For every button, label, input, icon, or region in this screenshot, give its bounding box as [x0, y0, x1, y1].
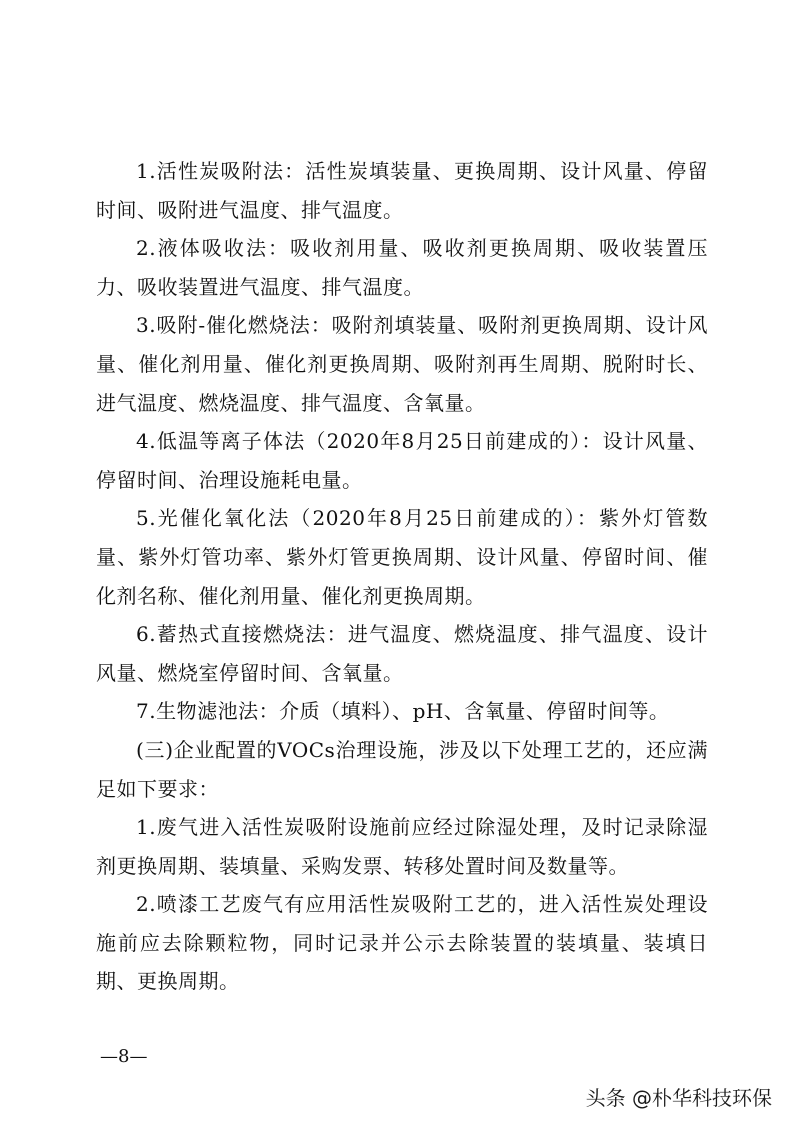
paragraph-requirement-dehumidification: 1.废气进入活性炭吸附设施前应经过除湿处理，及时记录除湿剂更换周期、装填量、采购发票、转移处置时间及数量等。	[96, 815, 708, 878]
paragraph-requirement-spray-painting: 2.喷漆工艺废气有应用活性炭吸附工艺的，进入活性炭处理设施前应去除颗粒物，同时记录并公示去除装置的装填量、装填日期、更换周期。	[96, 892, 708, 994]
paragraph-liquid-absorption: 2.液体吸收法：吸收剂用量、吸收剂更换周期、吸收装置压力、吸收装置进气温度、排气温度。	[96, 236, 708, 299]
page-number: —8—	[100, 1046, 148, 1067]
paragraph-regenerative-combustion: 6.蓄热式直接燃烧法：进气温度、燃烧温度、排气温度、设计风量、燃烧室停留时间、含氧量。	[96, 622, 708, 685]
watermark: 头条 @朴华科技环保	[585, 1086, 772, 1110]
document-body	[96, 152, 708, 1001]
paragraph-activated-carbon: 1.活性炭吸附法：活性炭填装量、更换周期、设计风量、停留时间、吸附进气温度、排气温度。	[96, 159, 708, 222]
section-heading-vocs-requirements: (三)企业配置的VOCs治理设施，涉及以下处理工艺的，还应满足如下要求：	[96, 737, 708, 801]
paragraph-adsorption-catalytic-combustion: 3.吸附-催化燃烧法：吸附剂填装量、吸附剂更换周期、设计风量、催化剂用量、催化剂更换周期、吸附剂再生周期、脱附时长、进气温度、燃烧温度、排气温度、含氧量。	[96, 313, 708, 415]
paragraph-low-temp-plasma: 4.低温等离子体法（2020年8月25日前建成的）：设计风量、停留时间、治理设施耗电量。	[96, 429, 708, 492]
paragraph-photocatalytic-oxidation: 5.光催化氧化法（2020年8月25日前建成的）：紫外灯管数量、紫外灯管功率、紫外灯管更换周期、设计风量、停留时间、催化剂名称、催化剂用量、催化剂更换周期。	[96, 506, 708, 608]
paragraph-biofilter: 7.生物滤池法：介质（填料）、pH、含氧量、停留时间等。	[136, 699, 670, 724]
